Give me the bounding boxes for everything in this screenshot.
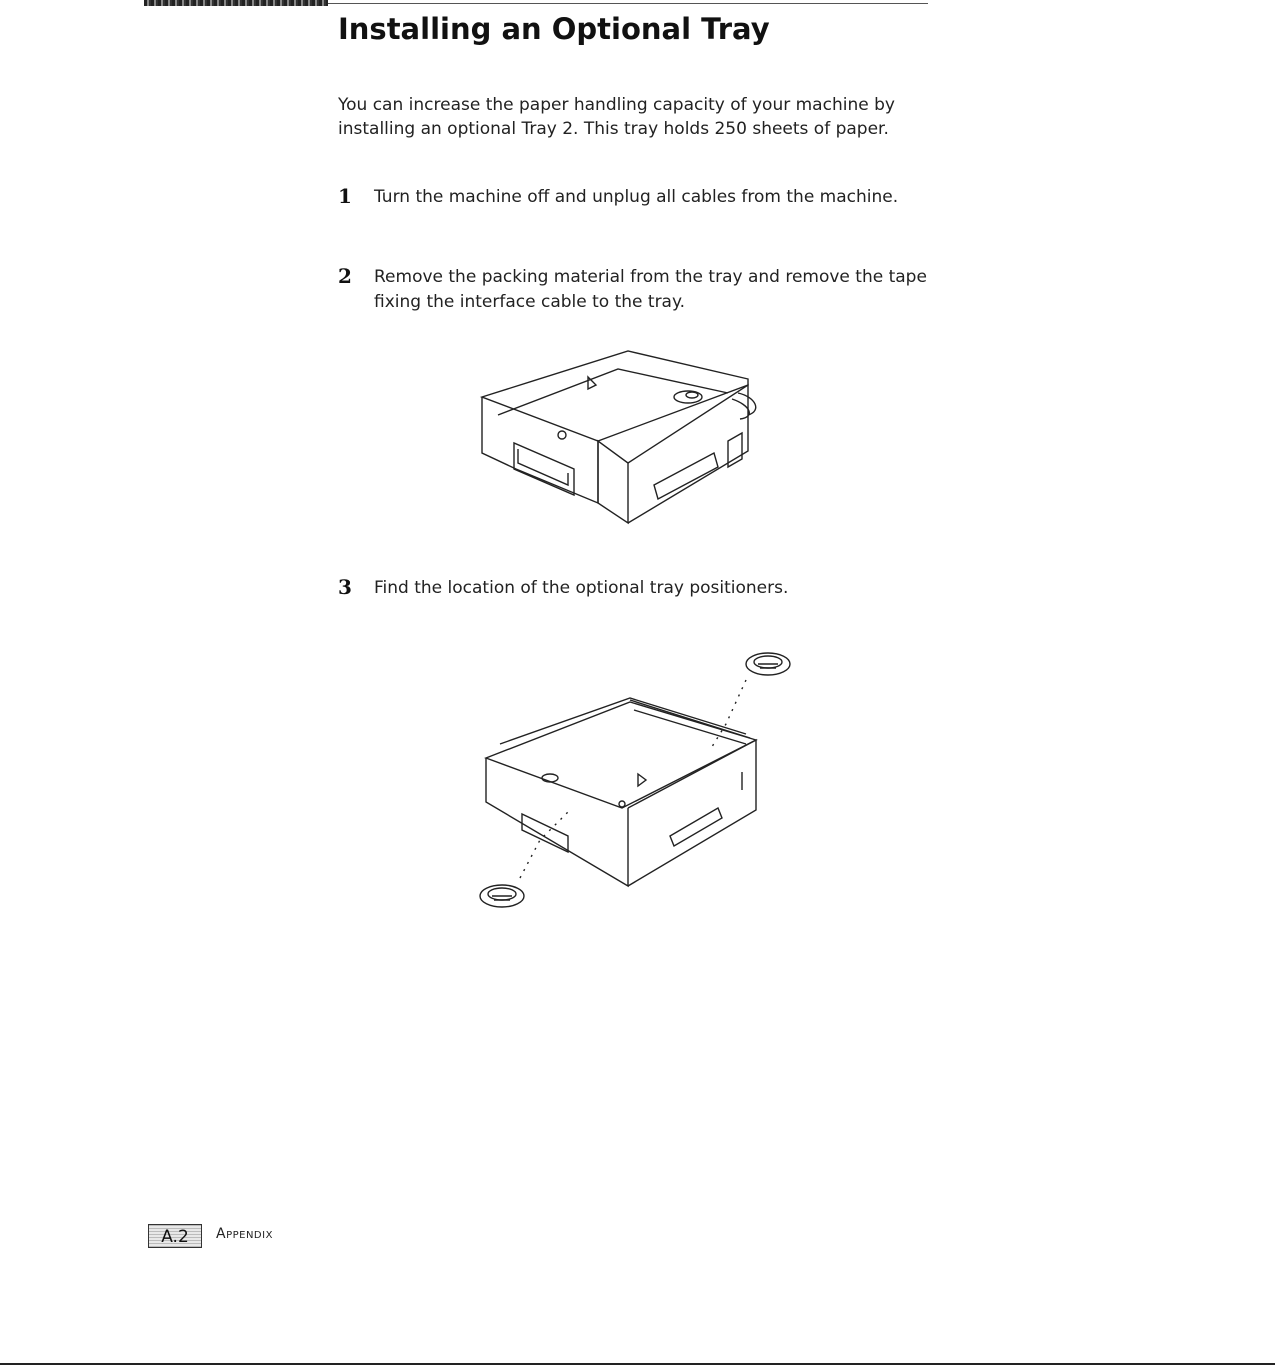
step-text: Remove the packing material from the tray and remove the tape fixing the interface cable to the tray. (374, 267, 927, 312)
header-rule (328, 3, 928, 4)
step-2 (338, 265, 928, 315)
step-number: 2 (338, 264, 352, 288)
footer-page-number: A.2 (148, 1224, 202, 1248)
intro-paragraph: You can increase the paper handling capacity of your machine by installing an optional Tray 2. This tray holds 250 sheets of paper. (338, 95, 895, 139)
step-text: Find the location of the optional tray positioners. (374, 578, 789, 598)
step-3 (338, 576, 928, 601)
step-text: Turn the machine off and unplug all cables from the machine. (374, 187, 899, 207)
tray-with-cable-illustration (478, 345, 768, 530)
footer-section-label: Appendix (216, 1226, 273, 1242)
step-1 (338, 185, 928, 210)
header-decorative-bar (144, 0, 328, 6)
bottom-rule (0, 1363, 1275, 1365)
tray-positioners-illustration (450, 640, 810, 950)
page-title: Installing an Optional Tray (338, 12, 770, 46)
step-number: 3 (338, 575, 352, 599)
step-number: 1 (338, 184, 352, 208)
